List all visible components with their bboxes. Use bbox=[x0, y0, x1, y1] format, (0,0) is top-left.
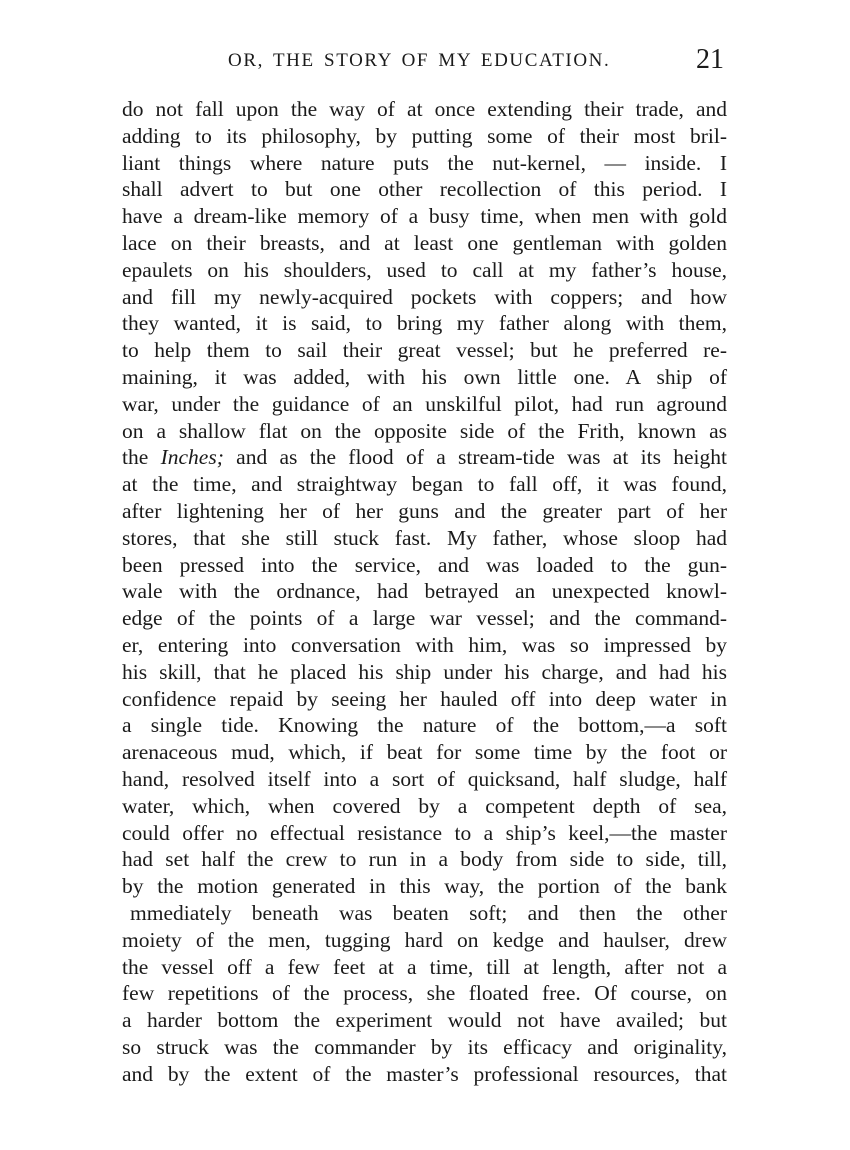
text-line: stores, that she still stuck fast. My father, whose sloop had bbox=[122, 525, 727, 550]
text-line: had set half the crew to run in a body from side to side, till, bbox=[122, 847, 727, 872]
text-line: war, under the guidance of an unskilful pilot, had run aground bbox=[122, 391, 727, 416]
text-line: by the motion generated in this way, the portion of the bank bbox=[122, 874, 727, 899]
text-line: the vessel off a few feet at a time, till at length, after not a bbox=[122, 954, 727, 979]
text-line: mmediately beneath was beaten soft; and then the other bbox=[130, 900, 727, 925]
text-line: confidence repaid by seeing her hauled off into deep water in bbox=[122, 686, 727, 711]
text-line: have a dream-like memory of a busy time, when men with gold bbox=[122, 204, 727, 229]
running-title: OR, THE STORY OF MY EDUCATION. bbox=[228, 50, 611, 71]
text-line: could offer no effectual resistance to a ship’s keel,—the master bbox=[122, 820, 727, 845]
text-line: water, which, when covered by a competent depth of sea, bbox=[122, 793, 727, 818]
text-line: shall advert to but one other recollection of this period. I bbox=[122, 177, 727, 202]
text-line: and fill my newly-acquired pockets with coppers; and how bbox=[122, 284, 727, 309]
text-line: his skill, that he placed his ship under his charge, and had his bbox=[122, 659, 727, 684]
page-number: 21 bbox=[696, 44, 724, 75]
text-line: been pressed into the service, and was loaded to the gun- bbox=[122, 552, 727, 577]
text-segment: and as the flood of a stream-tide was at its height bbox=[223, 445, 727, 470]
text-line: moiety of the men, tugging hard on kedge and haulser, drew bbox=[122, 927, 727, 952]
text-line: epaulets on his shoulders, used to call at my father’s house, bbox=[122, 257, 727, 282]
text-line: to help them to sail their great vessel; but he preferred re- bbox=[122, 338, 727, 363]
body-text bbox=[122, 96, 727, 1087]
text-line: they wanted, it is said, to bring my father along with them, bbox=[122, 311, 727, 336]
text-line: a harder bottom the experiment would not have availed; but bbox=[122, 1008, 727, 1033]
text-line: lace on their breasts, and at least one gentleman with golden bbox=[122, 230, 727, 255]
text-line: so struck was the commander by its efficacy and originality, bbox=[122, 1034, 727, 1059]
text-line: on a shallow flat on the opposite side of the Frith, known as bbox=[122, 418, 727, 443]
text-line bbox=[122, 444, 727, 471]
text-line: er, entering into conversation with him, was so impressed by bbox=[122, 632, 727, 657]
text-line: and by the extent of the master’s professional resources, that bbox=[122, 1061, 727, 1086]
text-line: a single tide. Knowing the nature of the bottom,—a soft bbox=[122, 713, 727, 738]
text-line: do not fall upon the way of at once extending their trade, and bbox=[122, 97, 727, 121]
text-segment: the bbox=[122, 445, 161, 470]
text-line: edge of the points of a large war vessel; and the command- bbox=[122, 606, 727, 631]
text-line: liant things where nature puts the nut-kernel, — inside. I bbox=[122, 150, 727, 175]
text-line: maining, it was added, with his own little one. A ship of bbox=[122, 364, 727, 389]
text-line: arenaceous mud, which, if beat for some time by the foot or bbox=[122, 740, 727, 765]
text-line: few repetitions of the process, she floated free. Of course, on bbox=[122, 981, 727, 1006]
italic-place-name: Inches; bbox=[160, 445, 224, 470]
text-line: hand, resolved itself into a sort of quicksand, half sludge, half bbox=[122, 766, 727, 791]
text-line: wale with the ordnance, had betrayed an unexpected knowl- bbox=[122, 579, 727, 604]
text-line: adding to its philosophy, by putting some of their most bril- bbox=[122, 123, 727, 148]
text-line: after lightening her of her guns and the greater part of her bbox=[122, 498, 727, 523]
running-head bbox=[120, 44, 730, 80]
text-line: at the time, and straightway began to fall off, it was found, bbox=[122, 472, 727, 497]
